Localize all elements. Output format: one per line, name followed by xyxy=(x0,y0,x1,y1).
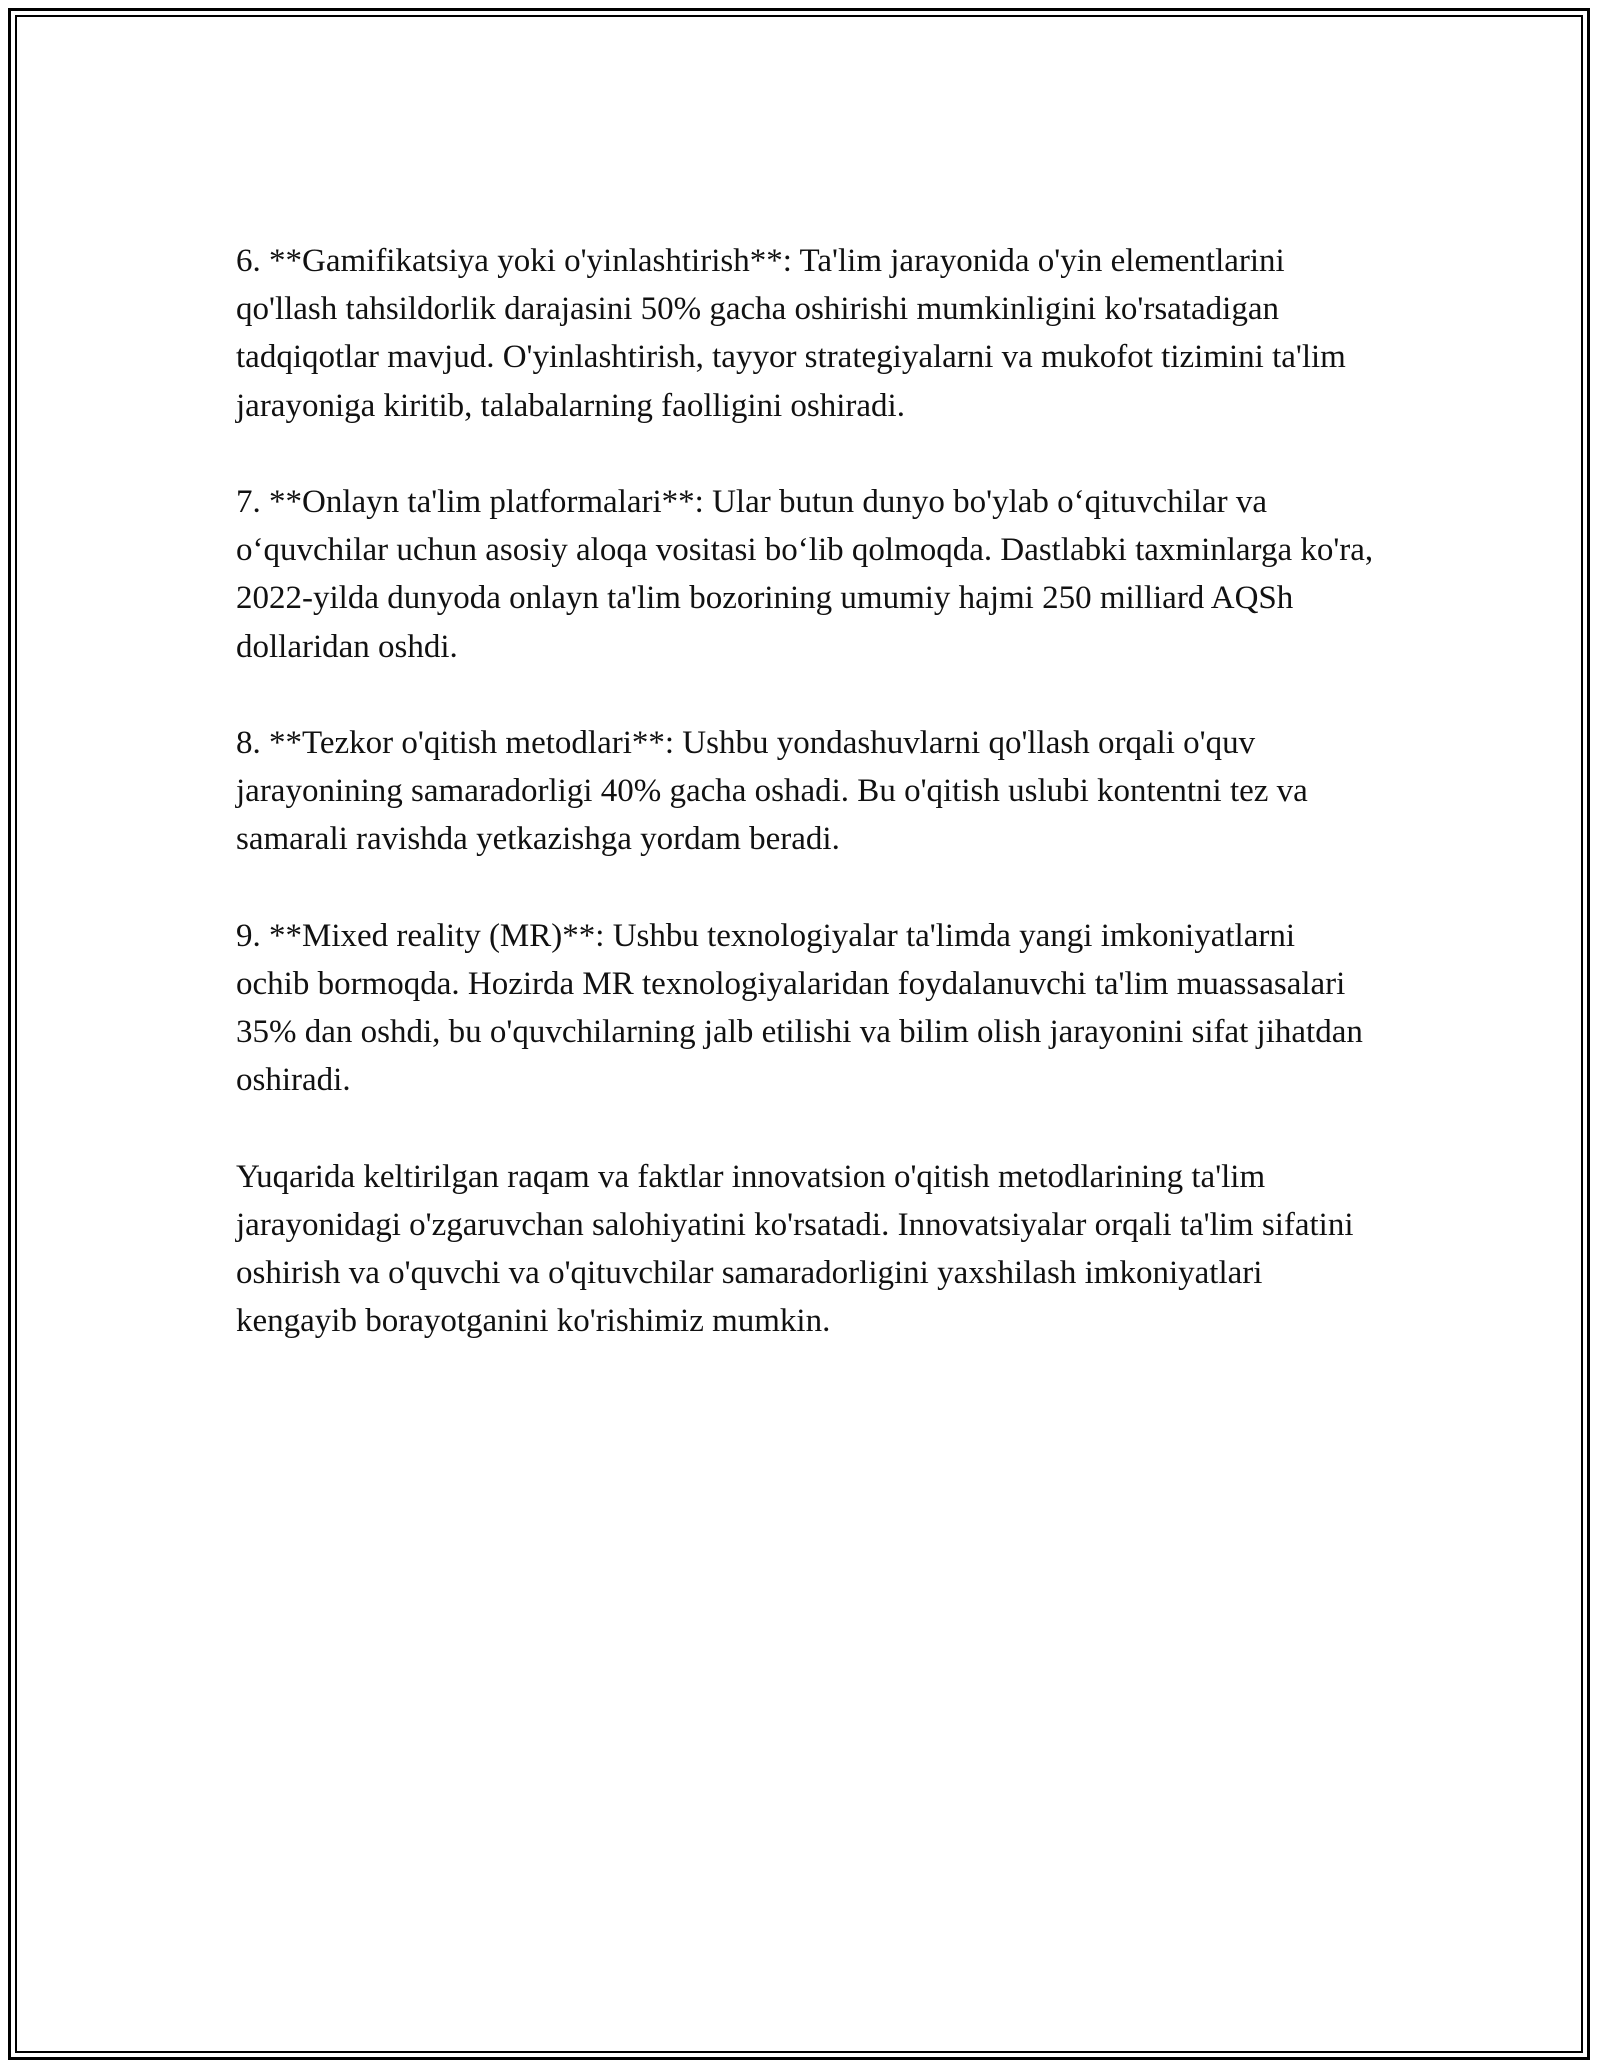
paragraph-mixed-reality: 9. **Mixed reality (MR)**: Ushbu texnologiyalar ta'limda yangi imkoniyatlarni ochib bormoqda. Hozirda MR texnologiyalaridan foydalanuvchi ta'lim muassasalari 35% dan oshdi, bu o'quvchilarning jalb etilishi va bilim olish jarayonini sifat jihatdan oshiradi. xyxy=(236,917,1363,1099)
paragraph-online-platforms: 7. **Onlayn ta'lim platformalari**: Ular butun dunyo bo'ylab o‘qituvchilar va o‘quvchilar uchun asosiy aloqa vositasi bo‘lib qolmoqda. Dastlabki taxminlarga ko'ra, 2022-yilda dunyoda onlayn ta'lim bozorining umumiy hajmi 250 milliard AQSh dollaridan oshdi. xyxy=(236,484,1374,665)
document-body xyxy=(236,237,1376,1394)
paragraph-rapid-teaching: 8. **Tezkor o'qitish metodlari**: Ushbu yondashuvlarni qo'llash orqali o'quv jarayonining samaradorligi 40% gacha oshadi. Bu o'qitish uslubi kontentni tez va samarali ravishda yetkazishga yordam beradi. xyxy=(236,725,1308,858)
paragraph-gamification: 6. **Gamifikatsiya yoki o'yinlashtirish**: Ta'lim jarayonida o'yin elementlarini qo'llash tahsildorlik darajasini 50% gacha oshirishi mumkinligini ko'rsatadigan tadqiqotlar mavjud. O'yinlashtirish, tayyor strategiyalarni va mukofot tizimini ta'lim jarayoniga kiritib, talabalarning faolligini oshiradi. xyxy=(236,243,1346,424)
paragraph-conclusion: Yuqarida keltirilgan raqam va faktlar innovatsion o'qitish metodlarining ta'lim jarayonidagi o'zgaruvchan salohiyatini ko'rsatadi. Innovatsiyalar orqali ta'lim sifatini oshirish va o'quvchi va o'qituvchilar samaradorligini yaxshilash imkoniyatlari kengayib borayotganini ko'rishimiz mumkin. xyxy=(236,1158,1354,1340)
